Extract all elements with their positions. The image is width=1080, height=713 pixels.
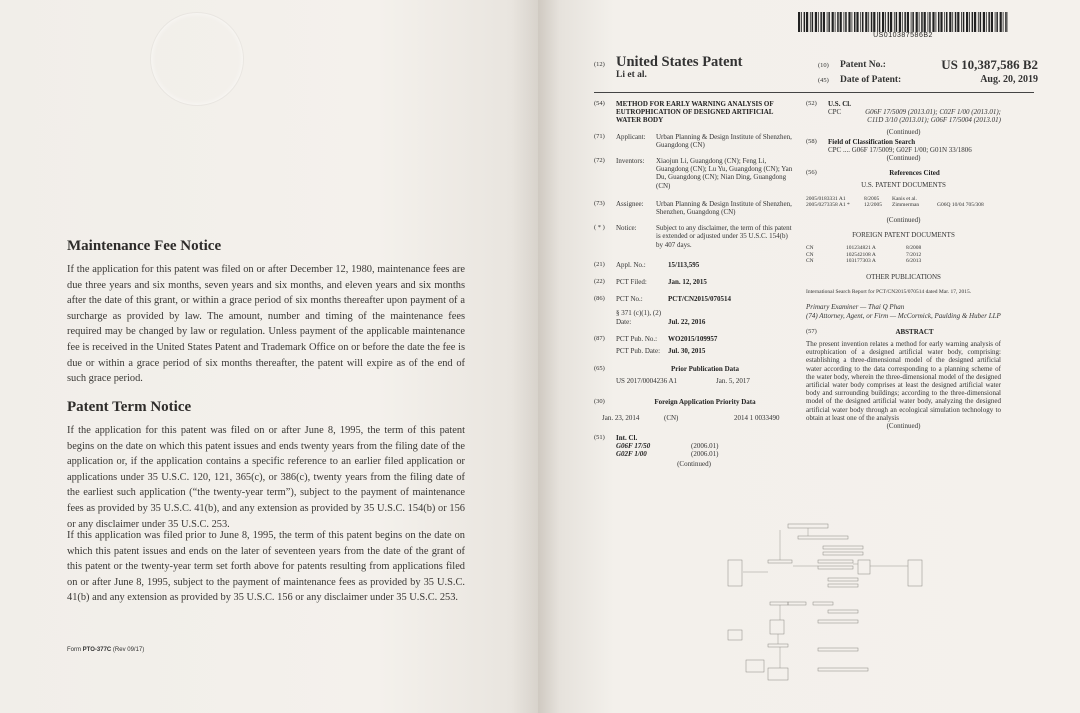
- barcode-bar: [815, 12, 817, 32]
- barcode-bar: [980, 12, 982, 32]
- us-doc-row: 2005/0183331 A1 8/2005 Kanis et al.: [806, 195, 917, 202]
- us-doc-row: 2005/0273358 A1 * 12/2005 Zimmerman G06Q 10/04 705/308: [806, 202, 984, 209]
- us-patent-docs: [806, 196, 1001, 209]
- barcode-bar: [966, 12, 968, 32]
- patent-title: United States Patent: [616, 54, 743, 70]
- figure-box: [728, 630, 742, 640]
- patent-term-title: Patent Term Notice: [67, 399, 192, 415]
- form-id: Form PTO-377C (Rev 09/17): [67, 647, 145, 653]
- figure-box: [768, 644, 788, 647]
- barcode-bar: [969, 12, 970, 32]
- barcode-bar: [974, 12, 976, 32]
- barcode-bar: [986, 12, 987, 32]
- barcode-bar: [919, 12, 920, 32]
- barcode-bar: [911, 12, 912, 32]
- figure-box: [768, 560, 792, 563]
- barcode-bar: [862, 12, 864, 32]
- figure-box: [818, 648, 858, 651]
- barcode-bar: [882, 12, 884, 32]
- barcode-bar: [827, 12, 828, 32]
- barcode-bar: [894, 12, 895, 32]
- figure-box: [768, 668, 788, 680]
- figure-box: [818, 560, 853, 563]
- barcode-bar: [823, 12, 825, 32]
- barcode-bar: [868, 12, 869, 32]
- barcode-bar: [996, 12, 998, 32]
- left-page: [0, 0, 538, 713]
- figure-box: [788, 524, 828, 528]
- barcode-bar: [871, 12, 873, 32]
- barcode-bar: [921, 12, 923, 32]
- barcode-bar: [845, 12, 847, 32]
- header-right: (10) Patent No.: US 10,387,586 B2 (45) Date of Patent: Aug. 20, 2019: [818, 57, 1038, 86]
- barcode-bar: [801, 12, 802, 32]
- barcode-bar: [877, 12, 878, 32]
- foreign-patent-docs: [806, 245, 1001, 265]
- barcode-bar: [818, 12, 819, 32]
- invention-title: METHOD FOR EARLY WARNING ANALYSIS OF EUTROPHICATION OF DESIGNED ARTIFICIAL WATER BODY: [616, 100, 774, 125]
- patent-term-body-1: If the application for this patent was filed on or after June 8, 1995, the term of this patent begins on the date on which this patent issues and ends twenty years from the filing date of the application or, if the application contains a specific reference to an earlier filed application or applications under 35 U.S.C. 120, 121, 365(c), or 386(c), twenty years from the filing date of the earliest such application (“the twenty-year term”), subject to the payment of maintenance fees as provided by 35 U.S.C. 41(b), and any extension as provided by 35 U.S.C. 154(b) or 156 or any disclaimer under 35 U.S.C. 253.: [67, 425, 465, 530]
- barcode-bar: [963, 12, 965, 32]
- barcode: [798, 12, 1008, 32]
- figure-box: [828, 578, 858, 581]
- barcode-bar: [946, 12, 948, 32]
- barcode-bar: [957, 12, 959, 32]
- figure-box: [828, 584, 858, 587]
- barcode-bar: [812, 12, 814, 32]
- barcode-bar: [1005, 12, 1007, 32]
- maintenance-fee-title: Maintenance Fee Notice: [67, 238, 222, 254]
- barcode-bar: [835, 12, 836, 32]
- barcode-bar: [961, 12, 962, 32]
- barcode-bar: [907, 12, 909, 32]
- bib-left-column: (54) METHOD FOR EARLY WARNING ANALYSIS OF EUTROPHICATION OF DESIGNED ARTIFICIAL WATER BODY (71) Applicant: Urban Planning & Design Institute of Shenzhen, Guangdong (CN) (72) Inventors: Xiaojun Li, Guangdong (CN); Feng Li, Guangdong (CN); Lu Yu, Guangdong (CN); Yan Du, Guangdong (CN); Nian Ding, Guangdong (CN) (73) Assignee: Urban Planning & Design Institute of Shenzhen, Shenzhen, Guangdong (CN) ( * ) Notice: Subject to any disclaimer, the term of this patent is extended or adjusted under 35 U.S.C. 154(b) by 407 days. (21) Appl. No.: 15/113,595 (22) PCT Filed: Jan. 12, 2015 (86) PCT No.: PCT/CN2015/070514 § 371 (c)(1), (2) Date: Jul. 22, 2016 (87) PCT Pub. No.: WO2015/109957 PCT Pub. Date: Jul. 30, 2015 (65) Prior Publication Data US 2017/0004236 A1 Jan. 5, 2017 (30) Foreign Application Priority Data Jan. 23, 2014 (CN) 2014 1 0033490 (51) Int. Cl. G06F 17/50 (2006.01) G02F 1/00 (2006.01) (Continued): [594, 100, 793, 468]
- barcode-bar: [995, 12, 996, 32]
- barcode-bar: [904, 12, 906, 32]
- barcode-bar: [912, 12, 914, 32]
- barcode-bar: [837, 12, 839, 32]
- barcode-bar: [952, 12, 953, 32]
- patent-term-body-2: If this application was filed prior to June 8, 1995, the term of this patent begins on the date on which this patent issues and ends on the later of seventeen years from the date of the grant of this patent or the twenty-year term set forth above for patents resulting from applications filed on or after June 8, 1995, subject to the payment of maintenance fees as provided by 35 U.S.C. 41(b) and any extension as provided by 35 U.S.C. 156 or any disclaimer under 35 U.S.C. 253.: [67, 530, 465, 604]
- barcode-bar: [988, 12, 990, 32]
- barcode-bar: [896, 12, 898, 32]
- barcode-bar: [991, 12, 993, 32]
- barcode-bar: [949, 12, 951, 32]
- inventor-lead: Li et al.: [616, 70, 647, 81]
- barcode-bar: [873, 12, 875, 32]
- figure-box: [858, 560, 870, 574]
- barcode-bar: [848, 12, 850, 32]
- barcode-bar: [902, 12, 903, 32]
- barcode-number: US010387586B2: [873, 32, 933, 39]
- figure-box: [770, 620, 784, 634]
- barcode-bar: [888, 12, 890, 32]
- figure-box: [828, 610, 858, 613]
- patent-number: US 10,387,586 B2: [941, 57, 1038, 72]
- barcode-bar: [828, 12, 830, 32]
- barcode-bar: [860, 12, 861, 32]
- barcode-bar: [928, 12, 929, 32]
- barcode-bar: [856, 12, 858, 32]
- barcode-bar: [844, 12, 845, 32]
- barcode-bar: [940, 12, 942, 32]
- barcode-bar: [806, 12, 808, 32]
- barcode-bar: [944, 12, 945, 32]
- figure-box: [798, 536, 848, 539]
- figure-box: [818, 566, 853, 569]
- barcode-bar: [832, 12, 834, 32]
- figure-box: [813, 602, 833, 605]
- embossed-seal: [150, 12, 244, 106]
- foreign-doc-row: CN 103177303 A 6/2013: [806, 258, 922, 265]
- figure-box: [818, 668, 868, 671]
- bib-right-column: (52) U.S. Cl. CPC G06F 17/5009 (2013.01); C02F 1/00 (2013.01); C11D 3/10 (2013.01); G06F 17/5004 (2013.01) (Continued) (58) Field of Classification Search CPC .... G06F 17/5009; G02F 1/00; G01N 33/1806 (Continued) (56) References Cited U.S. PATENT DOCUMENTS 2005/0183331 A1 8/2005 Kanis et al. 2005/0273358 A1 * 12/2005 Zimmerman G06Q 10/04 705/308 (Continued) FOREIGN PATENT DOCUMENTS CN 101234821 A 8/2008 CN 102542108 A 7/2012 CN 103177303 A 6/2013 OTHER PUBLICATIONS International Search Report for PCT/CN2015/070514 dated Mar. 17, 2015. Primary Examiner — Thai Q Phan (74) Attorney, Agent, or Firm — McCormick, Paulding & Huber LLP (57) ABSTRACT The present invention relates a method for early warning analysis of eutrophication of a designed artificial water body, comprising: establishing a three-dimensional model of the designed artificial water according to the data corresponding to a planning scheme of the water body, wherein the three-dimensional model of the designed artificial water body comprises at least the designed artificial water body and surrounding buildings; according to the three-dimensional model of the designed artificial water body, analyzing the designed artificial water body through an ecological simulation technology to obtain at least one of the analysis (Continued): [806, 100, 1001, 431]
- figure-box: [770, 602, 788, 605]
- foreign-doc-row: CN 101234821 A 8/2008: [806, 245, 922, 252]
- figure-box: [728, 560, 742, 586]
- barcode-bar: [936, 12, 937, 32]
- barcode-bar: [983, 12, 985, 32]
- barcode-bar: [972, 12, 974, 32]
- barcode-bar: [798, 12, 800, 32]
- barcode-bar: [890, 12, 892, 32]
- figure-box: [823, 546, 863, 549]
- barcode-bar: [978, 12, 979, 32]
- right-page: [538, 0, 1080, 713]
- barcode-bar: [932, 12, 934, 32]
- barcode-bar: [820, 12, 822, 32]
- barcode-bar: [929, 12, 931, 32]
- foreign-doc-row: CN 102542108 A 7/2012: [806, 251, 922, 258]
- patent-date: Aug. 20, 2019: [980, 74, 1038, 86]
- barcode-bar: [804, 12, 806, 32]
- barcode-bar: [924, 12, 926, 32]
- barcode-bar: [916, 12, 918, 32]
- figure-box: [818, 620, 858, 623]
- barcode-bar: [852, 12, 853, 32]
- figure-box: [823, 552, 863, 555]
- barcode-bar: [865, 12, 867, 32]
- maintenance-fee-body: If the application for this patent was filed on or after December 12, 1980, maintenance fees are due three years and six months, seven years and six months, and eleven years and six months after the date of this grant, or within a grace period of six months thereafter upon payment of a surcharge as provided by law. The amount, number and timing of the maintenance fees required may be changed by law or regulation. Unless payment of the applicable maintenance fee is received in the United States Patent and Trademark Office on or before the date the fee is due or within a grace period of six months thereafter, the patent will expire as of the end of such grace period.: [67, 264, 465, 385]
- header-left: (12) United States Patent Li et al.: [594, 54, 743, 81]
- barcode-bar: [955, 12, 957, 32]
- barcode-bar: [885, 12, 886, 32]
- barcode-bar: [1000, 12, 1002, 32]
- header-rule: [594, 92, 1034, 93]
- figure-box: [788, 602, 806, 605]
- barcode-bar: [854, 12, 856, 32]
- figure-box: [746, 660, 764, 672]
- barcode-bar: [840, 12, 842, 32]
- barcode-bar: [899, 12, 901, 32]
- barcode-bar: [1003, 12, 1004, 32]
- figure-box: [908, 560, 922, 586]
- barcode-bar: [810, 12, 811, 32]
- flowchart-figure: [718, 520, 978, 690]
- abstract-text: The present invention relates a method for early warning analysis of eutrophication of a designed artificial water body, comprising: establishing a three-dimensional model of the designed artificial water according to the data corresponding to a planning scheme of the water body, wherein the three-dimensional model of the designed artificial water body comprises at least the designed artificial water body and surrounding buildings; according to the three-dimensional model of the designed artificial water body, analyzing the designed artificial water body through an ecological simulation technology to obtain at least one of the analysis: [806, 340, 1001, 422]
- barcode-bar: [879, 12, 881, 32]
- barcode-bar: [938, 12, 940, 32]
